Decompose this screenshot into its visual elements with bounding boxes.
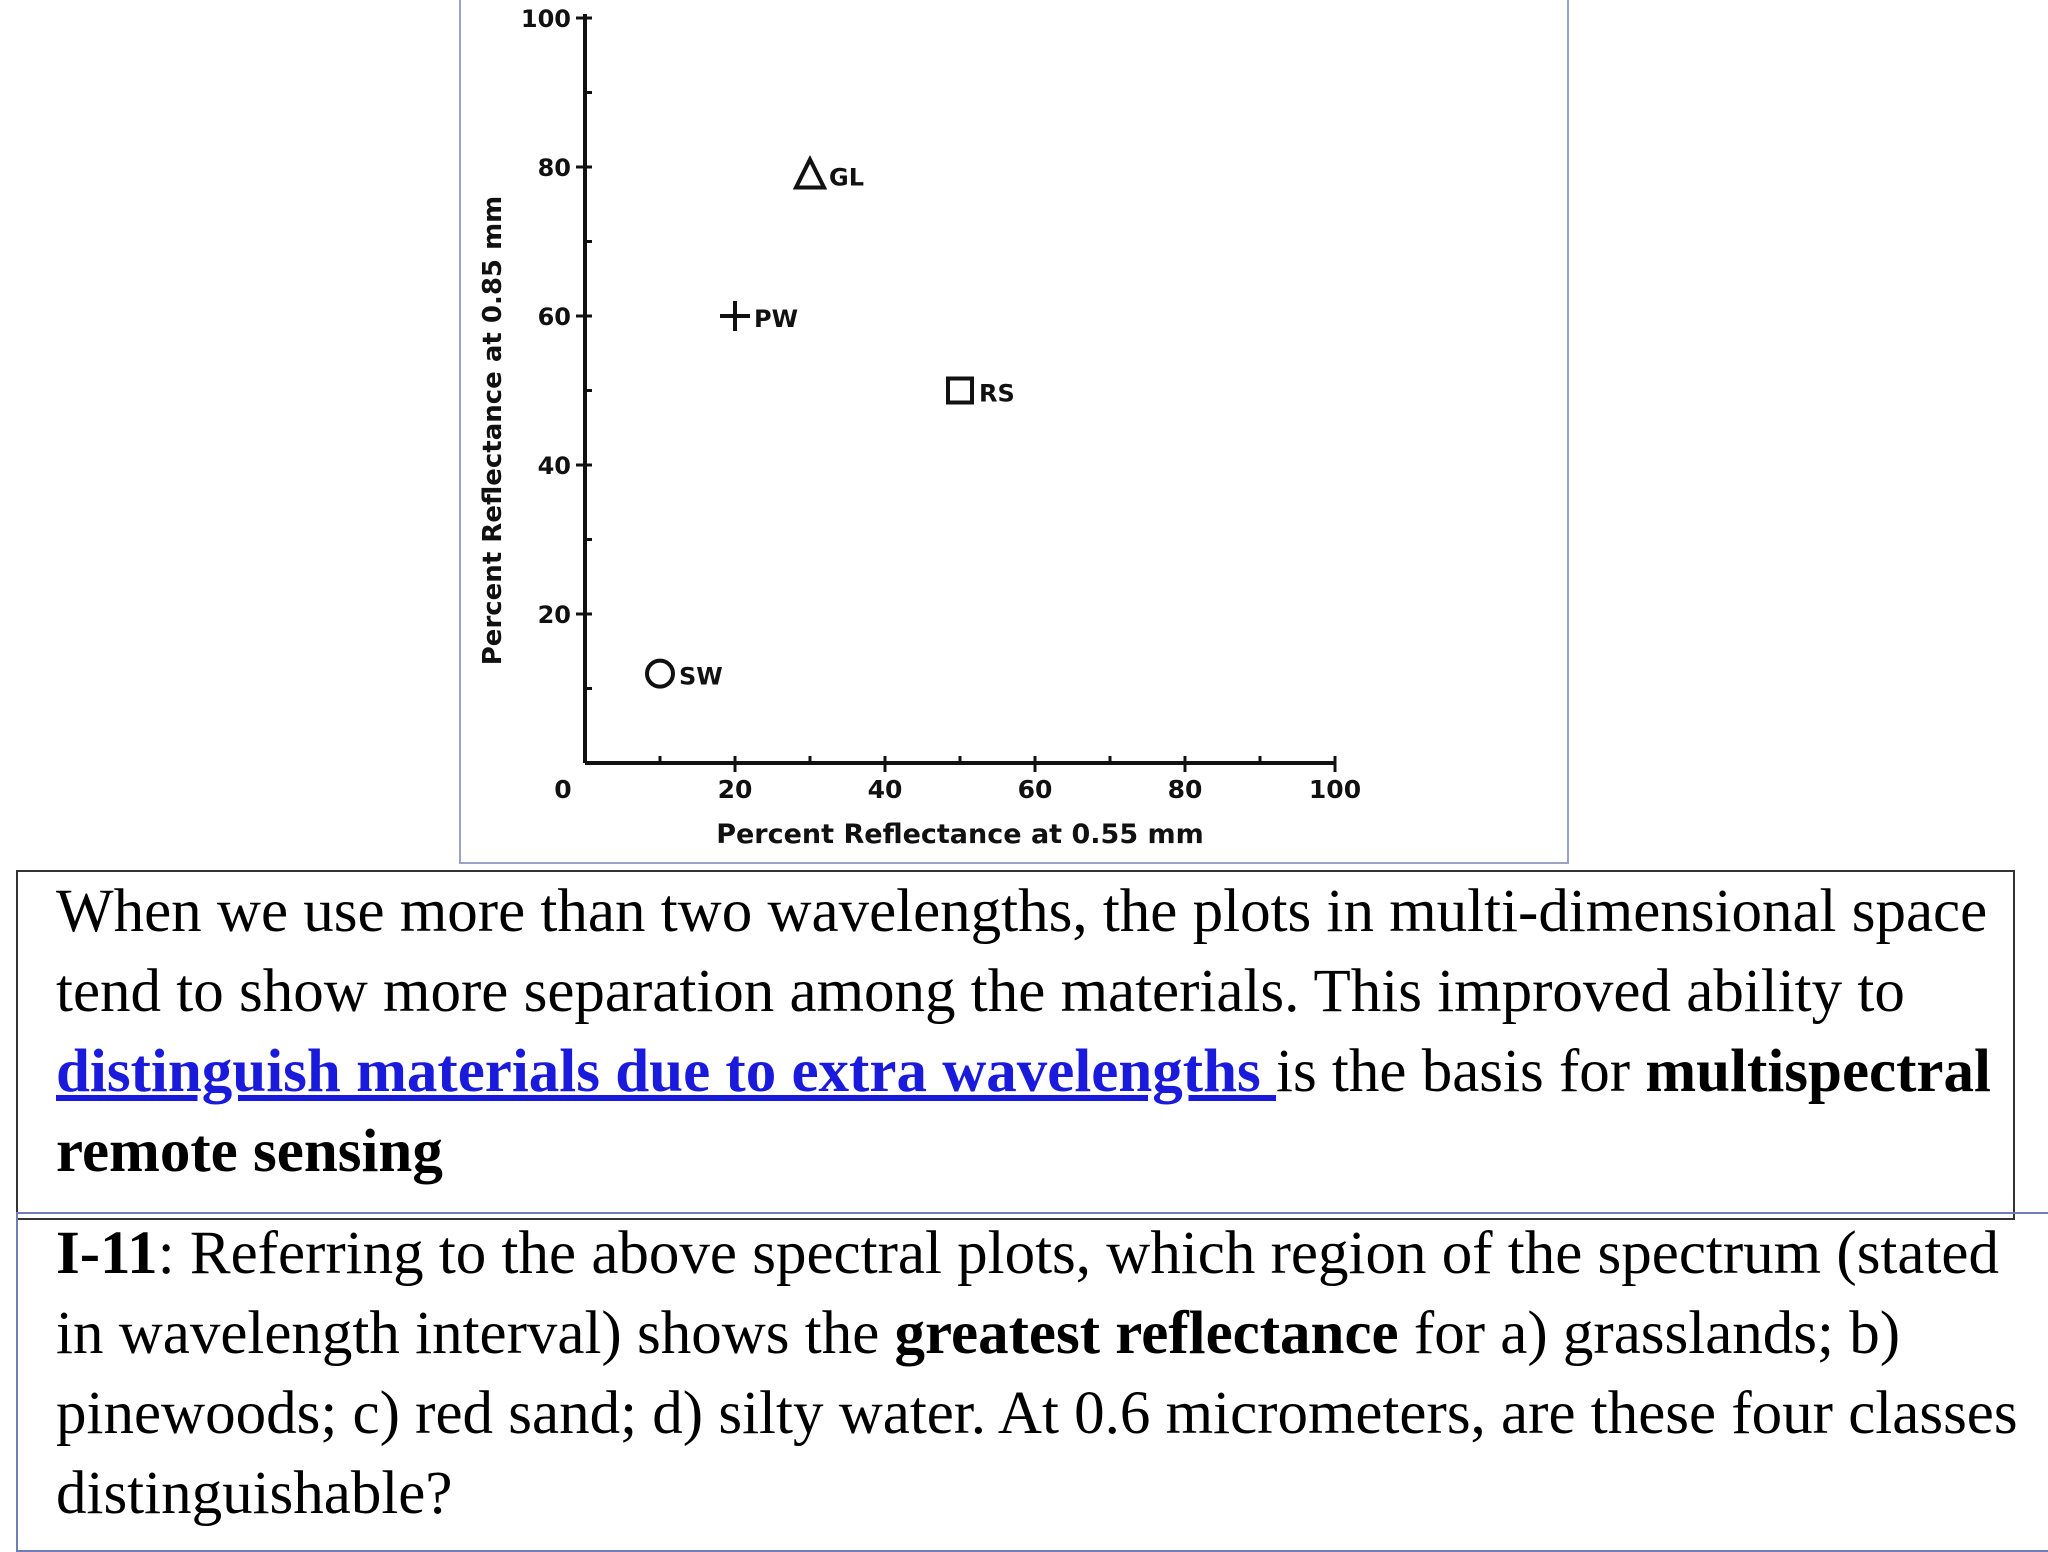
question-text-1: : Referring to the above spectral plots, which region of the spectrum (stated in wavelength interval) shows the [56,1220,1999,1367]
square-marker [948,379,972,403]
paragraph-text-1: When we use more than two wavelengths, the plots in multi-dimensional space tend to show more separation among the materials. This improved ability to [56,878,1988,1025]
x-tick-label: 60 [1017,775,1053,804]
triangle-marker [796,159,824,187]
x-axis-label: Percent Reflectance at 0.55 mm [716,819,1204,850]
circle-marker [647,661,673,687]
data-point-gl [796,159,864,191]
x-tick-label: 20 [717,775,753,804]
scatter-chart [461,0,1567,862]
data-point-rs [948,379,1015,408]
materials-link[interactable]: distinguish materials due to extra wavelengths [56,1038,1276,1105]
point-label: PW [754,305,799,333]
point-label: GL [829,163,864,192]
y-tick-label: 60 [537,303,571,331]
y-axis-label: Percent Reflectance at 0.85 mm [478,195,508,666]
question-id: I-11 [56,1220,158,1287]
question-bold-term: greatest reflectance [894,1300,1399,1367]
paragraph-bold-term: multispectral remote sensing [56,1038,1991,1185]
data-point-sw [647,661,723,691]
x-tick-label: 0 [554,775,572,804]
y-tick-label: 40 [537,452,571,480]
question-text-2: for a) grasslands; b) pinewoods; c) red sand; d) silty water. At 0.6 micrometers, are these four classes distinguishable? [56,1300,2018,1527]
y-tick-label: 80 [537,154,571,182]
x-tick-label: 80 [1167,775,1203,804]
point-label: SW [679,662,723,691]
y-tick-label: 100 [520,5,571,33]
paragraph-text-2: is the basis for [1276,1038,1646,1105]
explanation-text-box [16,870,2015,1220]
y-tick-label: 20 [537,601,571,629]
point-label: RS [979,379,1015,408]
question-text-box [16,1212,2048,1552]
data-point-pw [720,301,798,333]
x-tick-label: 100 [1308,775,1362,804]
x-tick-label: 40 [867,775,903,804]
figure-frame [459,0,1569,864]
